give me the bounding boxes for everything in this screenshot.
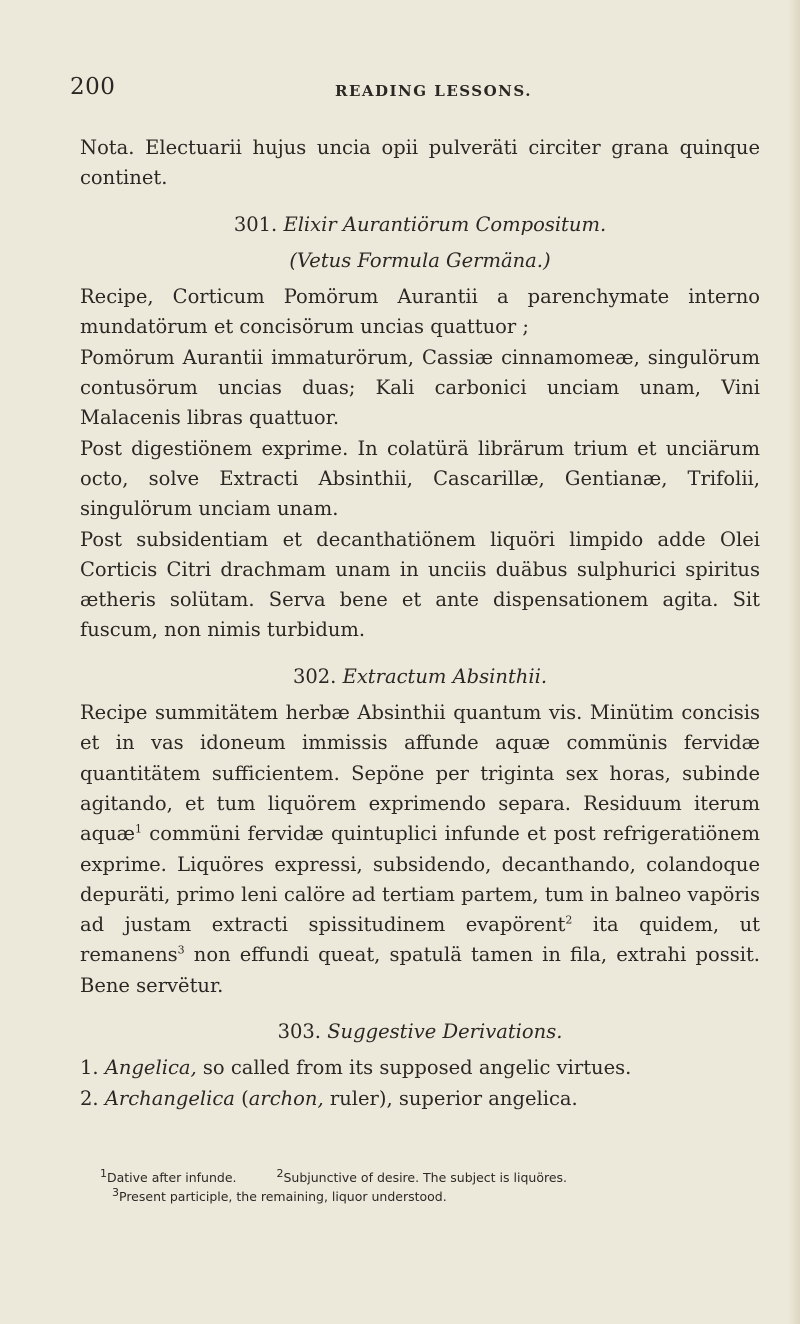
paragraph: Pomörum Aurantii immaturörum, Cassiæ cinnamomeæ, singulörum contusörum uncias duas; Kali carbonici unciam unam, Vini Malacenis libras quattuor.	[80, 345, 760, 430]
item-word: Angelica,	[104, 1056, 197, 1080]
footnote-3	[112, 1185, 465, 1204]
footnote-mark: 1	[100, 1166, 107, 1180]
text-run: commüni fervidæ quintuplici infunde et post refrigeratiönem exprime. Liquöres expressi, subsidendo, decanthando, colandoque depuräti, primo leni calöre ad tertiam partem, tum in balneo vapöris ad justam extracti spissitudinem evapörent	[80, 822, 761, 937]
footnote-ref: 1	[135, 822, 142, 836]
item-text: so called from its supposed angelic virtues.	[196, 1056, 632, 1080]
running-head: READING LESSONS.	[335, 82, 532, 100]
footnotes	[100, 1168, 760, 1206]
intro-paragraph: Nota. Electuarii hujus uncia opii pulveräti circiter grana quinque continet.	[80, 136, 760, 190]
section-title: Extractum Absinthii.	[342, 664, 548, 688]
section-number: 302.	[292, 664, 337, 688]
footnote-text: Present participle, the remaining, liquor understood.	[119, 1189, 447, 1204]
section-number: 303.	[277, 1020, 321, 1044]
text-run: Recipe summitätem herbæ Absinthii quantum vis. Minütim concisis et in vas idoneum immissis affunde aquæ commünis fervidæ quantitätem sufficientem. Sepöne per triginta sex horas, subinde agitando, et tum liquörem exprimendo separa. Residuum iterum aquæ	[80, 701, 760, 846]
footnote-text: Dative after infunde.	[107, 1170, 237, 1185]
item-text: ruler), superior angelica.	[323, 1086, 578, 1110]
section-subtitle: (Vetus Formula Germäna.)	[289, 248, 551, 272]
footnote-row	[100, 1187, 760, 1206]
section-title: Suggestive Derivations.	[327, 1020, 563, 1044]
footnote-mark: 3	[112, 1185, 119, 1199]
section-number: 301.	[233, 212, 278, 236]
item-word: Archangelica	[104, 1086, 235, 1110]
footnote-row	[100, 1168, 760, 1187]
footnote-2	[276, 1166, 586, 1185]
page-body	[80, 133, 760, 1114]
paren-open: (	[234, 1086, 249, 1110]
page-header	[40, 74, 760, 110]
item-paren-word: archon,	[248, 1086, 324, 1110]
paragraph: Post subsidentiam et decanthatiönem liquöri limpido adde Olei Corticis Citri drachmam unam in unciis duäbus sulphurici spiritus ætheris solütam. Serva bene et ante dispensationem agita. Sit fuscum, non nimis turbidum.	[80, 527, 760, 642]
text-run: non effundi queat, spatulä tamen in fila, extrahi possit. Bene servëtur.	[80, 943, 760, 997]
section-title: Elixir Aurantiörum Compositum.	[283, 212, 607, 236]
footnote-mark: 2	[276, 1166, 284, 1180]
list-item	[80, 1053, 760, 1083]
footnote-1	[100, 1166, 255, 1185]
paragraph: Post digestiönem exprime. In colatürä librärum trium et unciärum octo, solve Extracti Absinthii, Cascarillæ, Gentianæ, Trifolii, singulörum unciam unam.	[80, 436, 760, 521]
section-303-heading	[80, 1017, 760, 1047]
list-item	[80, 1084, 760, 1114]
page-edge-shadow	[788, 0, 800, 1324]
section-301-heading	[80, 210, 760, 240]
footnote-text: Subjunctive of desire. The subject is liquöres.	[283, 1170, 568, 1185]
item-number: 1.	[80, 1056, 99, 1080]
footnote-ref: 2	[565, 913, 573, 927]
text-run: ita quidem, ut remanens	[80, 913, 760, 967]
footnote-ref: 3	[177, 943, 185, 957]
item-number: 2.	[80, 1086, 99, 1110]
page-number: 200	[70, 74, 116, 100]
paragraph	[80, 698, 760, 1001]
section-302-heading	[80, 662, 760, 692]
paragraph: Recipe, Corticum Pomörum Aurantii a parenchymate interno mundatörum et concisörum uncias quattuor ;	[80, 285, 760, 339]
